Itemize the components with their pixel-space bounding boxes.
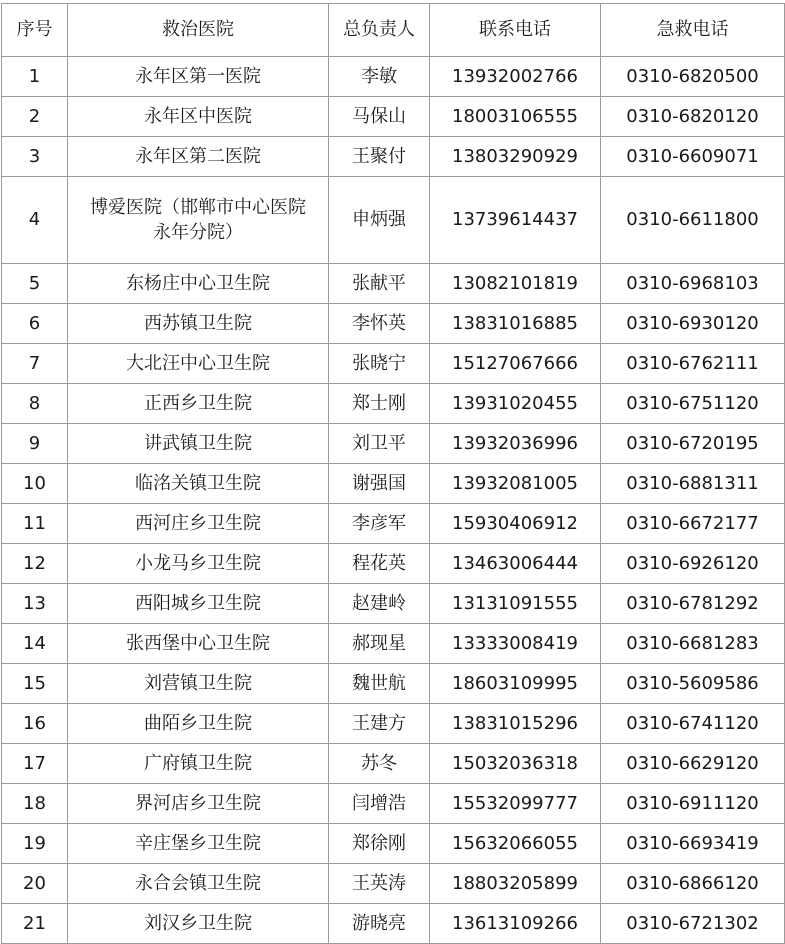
person-in-charge: 刘卫平 [329,424,430,464]
table-row [2,504,785,544]
table-row [2,264,785,304]
row-index: 15 [2,664,68,704]
contact-phone: 13131091555 [430,584,601,624]
contact-phone: 13932036996 [430,424,601,464]
person-in-charge: 闫增浩 [329,784,430,824]
person-in-charge: 郑徐刚 [329,824,430,864]
contact-phone: 13739614437 [430,177,601,264]
emergency-phone: 0310-6629120 [601,744,785,784]
row-index: 11 [2,504,68,544]
row-index: 21 [2,904,68,944]
person-in-charge: 李怀英 [329,304,430,344]
hospital-name: 西阳城乡卫生院 [68,584,329,624]
row-index: 7 [2,344,68,384]
hospital-name: 辛庄堡乡卫生院 [68,824,329,864]
row-index: 12 [2,544,68,584]
person-in-charge: 李敏 [329,57,430,97]
table-row [2,784,785,824]
emergency-phone: 0310-6911120 [601,784,785,824]
contact-phone: 13463006444 [430,544,601,584]
table-row [2,97,785,137]
row-index: 1 [2,57,68,97]
row-index: 8 [2,384,68,424]
contact-phone: 13803290929 [430,137,601,177]
table-row [2,384,785,424]
emergency-phone: 0310-6741120 [601,704,785,744]
hospital-name: 刘营镇卫生院 [68,664,329,704]
emergency-phone: 0310-6720195 [601,424,785,464]
table-row [2,864,785,904]
contact-phone: 15632066055 [430,824,601,864]
header-index: 序号 [2,4,68,57]
table-row [2,57,785,97]
contact-phone: 13613109266 [430,904,601,944]
table-row [2,464,785,504]
contact-phone: 13082101819 [430,264,601,304]
person-in-charge: 赵建岭 [329,584,430,624]
hospital-name: 刘汉乡卫生院 [68,904,329,944]
table-row [2,344,785,384]
table-row [2,624,785,664]
row-index: 9 [2,424,68,464]
contact-phone: 15127067666 [430,344,601,384]
table-row [2,824,785,864]
table-row [2,544,785,584]
emergency-phone: 0310-5609586 [601,664,785,704]
person-in-charge: 申炳强 [329,177,430,264]
table-header-row [2,4,785,57]
hospital-name: 永合会镇卫生院 [68,864,329,904]
emergency-phone: 0310-6926120 [601,544,785,584]
person-in-charge: 游晓亮 [329,904,430,944]
table-row [2,424,785,464]
contact-phone: 13931020455 [430,384,601,424]
table-row [2,704,785,744]
row-index: 6 [2,304,68,344]
contact-phone: 13932002766 [430,57,601,97]
row-index: 17 [2,744,68,784]
contact-phone: 13831015296 [430,704,601,744]
hospital-name: 西河庄乡卫生院 [68,504,329,544]
emergency-phone: 0310-6681283 [601,624,785,664]
table-row [2,664,785,704]
table-row [2,177,785,264]
row-index: 18 [2,784,68,824]
row-index: 16 [2,704,68,744]
hospital-name: 博爱医院（邯郸市中心医院永年分院） [68,177,329,264]
hospital-name: 大北汪中心卫生院 [68,344,329,384]
emergency-phone: 0310-6762111 [601,344,785,384]
person-in-charge: 王聚付 [329,137,430,177]
person-in-charge: 魏世航 [329,664,430,704]
contact-phone: 18803205899 [430,864,601,904]
person-in-charge: 王英涛 [329,864,430,904]
emergency-phone: 0310-6968103 [601,264,785,304]
person-in-charge: 程花英 [329,544,430,584]
row-index: 20 [2,864,68,904]
row-index: 14 [2,624,68,664]
header-phone: 联系电话 [430,4,601,57]
table-row [2,904,785,944]
person-in-charge: 张献平 [329,264,430,304]
hospital-contact-table [1,3,785,944]
contact-phone: 13831016885 [430,304,601,344]
row-index: 3 [2,137,68,177]
table-row [2,584,785,624]
emergency-phone: 0310-6881311 [601,464,785,504]
hospital-name: 界河店乡卫生院 [68,784,329,824]
hospital-name: 临洺关镇卫生院 [68,464,329,504]
hospital-name: 张西堡中心卫生院 [68,624,329,664]
hospital-name: 永年区第二医院 [68,137,329,177]
hospital-name: 西苏镇卫生院 [68,304,329,344]
hospital-name: 小龙马乡卫生院 [68,544,329,584]
person-in-charge: 郝现星 [329,624,430,664]
person-in-charge: 李彦军 [329,504,430,544]
contact-phone: 18603109995 [430,664,601,704]
contact-phone: 15930406912 [430,504,601,544]
header-person: 总负责人 [329,4,430,57]
table-row [2,304,785,344]
contact-phone: 15032036318 [430,744,601,784]
row-index: 10 [2,464,68,504]
row-index: 2 [2,97,68,137]
hospital-name: 正西乡卫生院 [68,384,329,424]
emergency-phone: 0310-6609071 [601,137,785,177]
contact-phone: 18003106555 [430,97,601,137]
person-in-charge: 王建方 [329,704,430,744]
header-hospital: 救治医院 [68,4,329,57]
hospital-name: 广府镇卫生院 [68,744,329,784]
hospital-name: 讲武镇卫生院 [68,424,329,464]
emergency-phone: 0310-6672177 [601,504,785,544]
emergency-phone: 0310-6721302 [601,904,785,944]
person-in-charge: 郑士刚 [329,384,430,424]
table-body [2,57,785,944]
hospital-name: 东杨庄中心卫生院 [68,264,329,304]
emergency-phone: 0310-6820120 [601,97,785,137]
person-in-charge: 谢强国 [329,464,430,504]
emergency-phone: 0310-6751120 [601,384,785,424]
hospital-name: 永年区第一医院 [68,57,329,97]
table-row [2,137,785,177]
hospital-name: 曲陌乡卫生院 [68,704,329,744]
hospital-name: 永年区中医院 [68,97,329,137]
row-index: 5 [2,264,68,304]
person-in-charge: 苏冬 [329,744,430,784]
contact-phone: 15532099777 [430,784,601,824]
emergency-phone: 0310-6930120 [601,304,785,344]
emergency-phone: 0310-6820500 [601,57,785,97]
person-in-charge: 张晓宁 [329,344,430,384]
emergency-phone: 0310-6866120 [601,864,785,904]
emergency-phone: 0310-6781292 [601,584,785,624]
row-index: 4 [2,177,68,264]
table-row [2,744,785,784]
header-emergency: 急救电话 [601,4,785,57]
contact-phone: 13333008419 [430,624,601,664]
contact-phone: 13932081005 [430,464,601,504]
row-index: 13 [2,584,68,624]
person-in-charge: 马保山 [329,97,430,137]
row-index: 19 [2,824,68,864]
emergency-phone: 0310-6693419 [601,824,785,864]
emergency-phone: 0310-6611800 [601,177,785,264]
